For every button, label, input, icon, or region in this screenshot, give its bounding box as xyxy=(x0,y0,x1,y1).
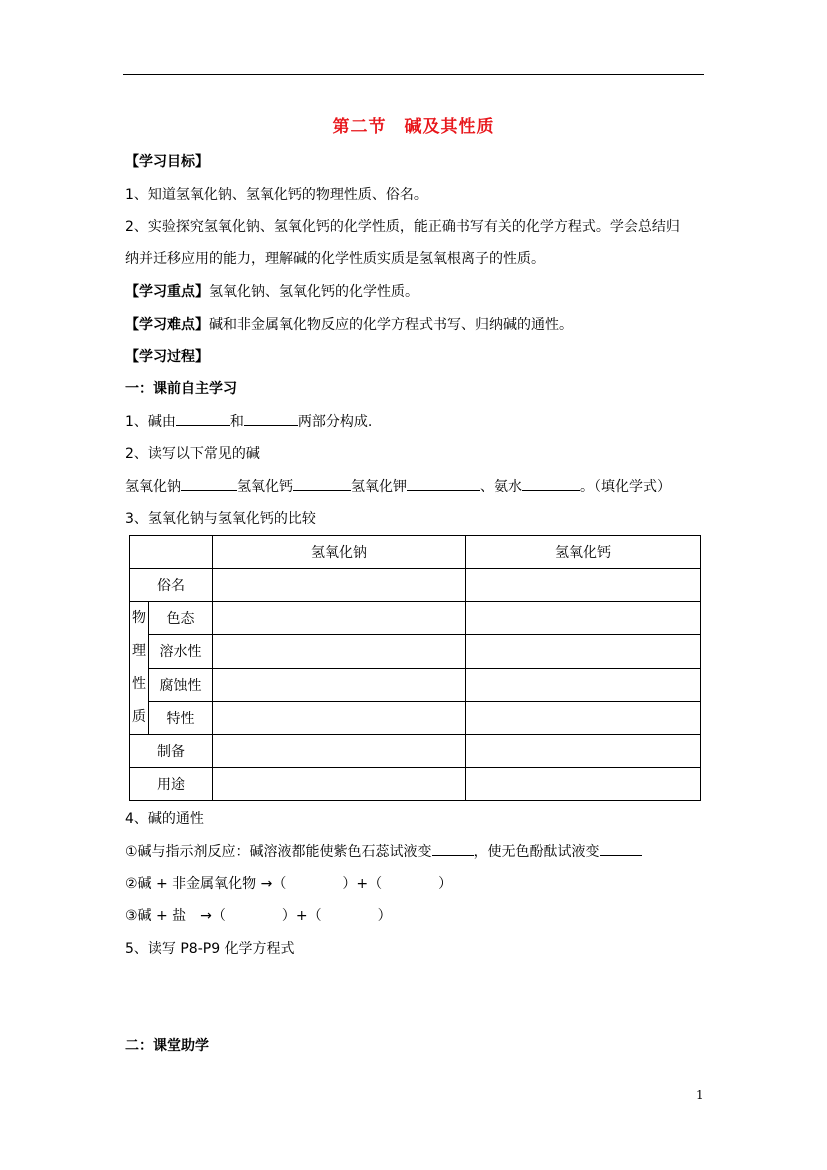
cell-caoh-solubility[interactable] xyxy=(466,635,701,668)
row-label-preparation: 制备 xyxy=(130,735,213,768)
row-label-corrosive: 腐蚀性 xyxy=(149,668,213,701)
table-row xyxy=(130,668,701,701)
row-group-physical-properties xyxy=(130,602,149,735)
cell-caoh-preparation[interactable] xyxy=(466,735,701,768)
cell-naoh-preparation[interactable] xyxy=(213,735,466,768)
row-label-common-name: 俗名 xyxy=(130,569,213,602)
q2-naoh-blank[interactable] xyxy=(181,478,237,491)
cell-caoh-special[interactable] xyxy=(466,701,701,734)
difficulty-text: 碱和非金属氧化物反应的化学方程式书写、归纳碱的通性。 xyxy=(209,317,573,333)
focus-text: 氢氧化钠、氢氧化钙的化学性质。 xyxy=(209,284,419,300)
row-label-color-state: 色态 xyxy=(149,602,213,635)
question-5: 5、读写 P8-P9 化学方程式 xyxy=(125,941,295,957)
q1-text-c: 两部分构成. xyxy=(297,414,373,430)
q4-1-text-b: ，使无色酚酞试液变 xyxy=(473,844,600,860)
q2-naoh-label: 氢氧化钠 xyxy=(125,479,181,495)
page-title: 第二节 碱及其性质 xyxy=(332,117,495,137)
cell-naoh-color-state[interactable] xyxy=(213,602,466,635)
q4-1-text-a: ①碱与指示剂反应：碱溶液都能使紫色石蕊试液变 xyxy=(125,844,432,860)
focus-line xyxy=(125,281,419,301)
cell-naoh-special[interactable] xyxy=(213,701,466,734)
question-4: 4、碱的通性 xyxy=(125,811,204,827)
q2-caoh-blank[interactable] xyxy=(293,478,351,491)
phys-char-1: 物 xyxy=(132,610,146,626)
cell-naoh-uses[interactable] xyxy=(213,768,466,801)
q2-nh3-label: 、氨水 xyxy=(480,479,522,495)
process-heading: 【学习过程】 xyxy=(125,349,209,365)
q1-text-a: 1、碱由 xyxy=(125,414,176,430)
row-label-solubility: 溶水性 xyxy=(149,635,213,668)
q4-1-blank-1[interactable] xyxy=(432,843,474,856)
cell-naoh-corrosive[interactable] xyxy=(213,668,466,701)
row-label-uses: 用途 xyxy=(130,768,213,801)
cell-caoh-common-name[interactable] xyxy=(466,569,701,602)
goals-heading: 【学习目标】 xyxy=(125,154,209,170)
phys-char-4: 质 xyxy=(132,709,146,725)
q2-caoh-label: 氢氧化钙 xyxy=(237,479,293,495)
q2-end-text: 。（填化学式） xyxy=(580,479,671,495)
question-3: 3、氢氧化钠与氢氧化钙的比较 xyxy=(125,511,316,527)
section-1-heading: 一：课前自主学习 xyxy=(125,381,237,397)
goal-2-line-2: 纳并迁移应用的能力，理解碱的化学性质实质是氢氧根离子的性质。 xyxy=(125,251,545,267)
comparison-table xyxy=(129,535,701,801)
q2-nh3-blank[interactable] xyxy=(522,478,580,491)
q1-text-b: 和 xyxy=(229,414,244,430)
table-row xyxy=(130,635,701,668)
row-label-special: 特性 xyxy=(149,701,213,734)
question-2: 2、读写以下常见的碱 xyxy=(125,446,260,462)
focus-label: 【学习重点】 xyxy=(125,284,209,300)
table-row xyxy=(130,735,701,768)
goal-1: 1、知道氢氧化钠、氢氧化钙的物理性质、俗名。 xyxy=(125,187,428,203)
difficulty-line xyxy=(125,314,573,334)
section-2-heading: 二：课堂助学 xyxy=(125,1038,209,1054)
table-row xyxy=(130,701,701,734)
phys-char-3: 性 xyxy=(132,676,146,692)
q2-koh-blank[interactable] xyxy=(407,478,480,491)
q1-blank-2[interactable] xyxy=(244,413,298,426)
table-row xyxy=(130,569,701,602)
question-4-3: ③碱 + 盐 →（ ）+（ ） xyxy=(125,908,392,924)
cell-caoh-color-state[interactable] xyxy=(466,602,701,635)
question-1 xyxy=(125,411,372,431)
goal-2-line-1: 2、实验探究氢氧化钠、氢氧化钙的化学性质，能正确书写有关的化学方程式。学会总结归 xyxy=(125,219,680,235)
table-header-row xyxy=(130,536,701,569)
question-4-2: ②碱 + 非金属氧化物 →（ ）+（ ） xyxy=(125,876,453,892)
cell-caoh-uses[interactable] xyxy=(466,768,701,801)
col-header-naoh: 氢氧化钠 xyxy=(213,536,466,569)
table-corner-cell xyxy=(130,536,213,569)
q4-1-blank-2[interactable] xyxy=(600,843,642,856)
table-row xyxy=(130,602,701,635)
cell-caoh-corrosive[interactable] xyxy=(466,668,701,701)
cell-naoh-solubility[interactable] xyxy=(213,635,466,668)
col-header-caoh: 氢氧化钙 xyxy=(466,536,701,569)
question-2-fill xyxy=(125,476,671,496)
table-row xyxy=(130,768,701,801)
question-4-1 xyxy=(125,841,642,861)
header-rule xyxy=(123,74,704,75)
page-number: 1 xyxy=(696,1088,704,1102)
q1-blank-1[interactable] xyxy=(176,413,230,426)
q2-koh-label: 氢氧化钾 xyxy=(351,479,407,495)
difficulty-label: 【学习难点】 xyxy=(125,317,209,333)
phys-char-2: 理 xyxy=(132,643,146,659)
cell-naoh-common-name[interactable] xyxy=(213,569,466,602)
